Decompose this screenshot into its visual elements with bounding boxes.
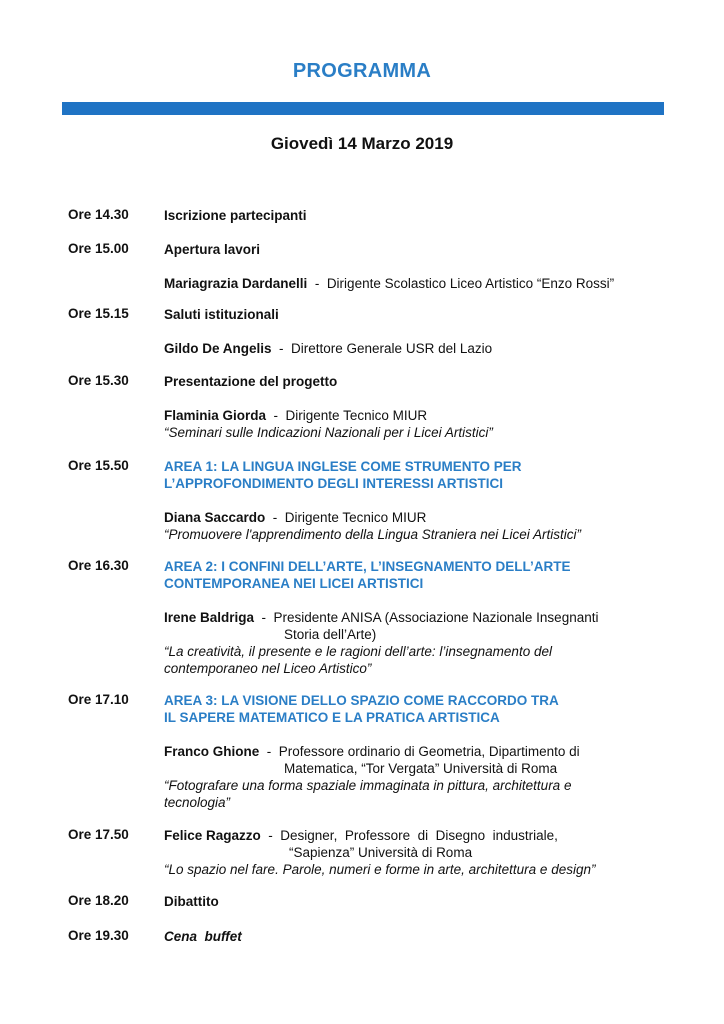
talk-title: “Lo spazio nel fare. Parole, numeri e forme in arte, architettura e design” — [164, 862, 596, 877]
speaker-name: Gildo De Angelis — [164, 341, 272, 356]
area-title-line: IL SAPERE MATEMATICO E LA PRATICA ARTISTICA — [164, 710, 500, 725]
speaker-separator: - — [265, 510, 285, 525]
speaker — [164, 407, 664, 424]
speaker-role-continued: “Sapienza” Università di Roma — [289, 845, 473, 860]
speaker-separator: - — [254, 610, 274, 625]
agenda-label: Apertura lavori — [164, 242, 261, 257]
speaker — [164, 509, 664, 526]
talk-title: “Promuovere l'apprendimento della Lingua Straniera nei Licei Artistici” — [164, 527, 582, 542]
speaker — [164, 275, 664, 292]
speaker-name: Mariagrazia Dardanelli — [164, 276, 308, 291]
talk-title: “La creatività, il presente e le ragioni dell’arte: l’insegnamento del — [164, 644, 552, 659]
agenda-time: Ore 15.15 — [68, 306, 129, 321]
area-title-line: CONTEMPORANEA NEI LICEI ARTISTICI — [164, 576, 424, 591]
speaker-role-continued: Storia dell’Arte) — [284, 627, 377, 642]
agenda-label: Iscrizione partecipanti — [164, 208, 307, 223]
agenda-content — [164, 558, 664, 677]
talk-title: “Seminari sulle Indicazioni Nazionali per i Licei Artistici” — [164, 425, 493, 440]
speaker-separator: - — [260, 828, 281, 843]
speaker-role: Direttore Generale USR del Lazio — [291, 341, 493, 356]
speaker — [164, 340, 664, 357]
area-title-line: AREA 2: I CONFINI DELL’ARTE, L’INSEGNAMENTO DELL’ARTE — [164, 559, 571, 574]
speaker-name: Irene Baldriga — [164, 610, 255, 625]
speaker — [164, 609, 664, 626]
area-title-line: AREA 1: LA LINGUA INGLESE COME STRUMENTO PER — [164, 459, 522, 474]
speaker-role: Dirigente Tecnico MIUR — [285, 408, 428, 423]
speaker — [164, 743, 664, 760]
area-title-line: L’APPROFONDIMENTO DEGLI INTERESSI ARTISTICI — [164, 476, 504, 491]
speaker-role: Dirigente Scolastico Liceo Artistico “Enzo Rossi” — [326, 276, 615, 291]
speaker — [164, 827, 664, 844]
agenda-time: Ore 17.10 — [68, 692, 129, 707]
agenda-content — [164, 373, 664, 441]
talk-title: “Fotografare una forma spaziale immaginata in pittura, architettura e — [164, 778, 572, 793]
talk-title-continued: contemporaneo nel Liceo Artistico” — [164, 661, 372, 676]
agenda-content — [164, 458, 664, 543]
agenda-content — [164, 306, 664, 357]
speaker-role: Professore ordinario di Geometria, Dipartimento di — [278, 744, 580, 759]
agenda-time: Ore 16.30 — [68, 558, 129, 573]
agenda-content — [164, 893, 664, 910]
agenda-content — [164, 827, 664, 878]
speaker-name: Diana Saccardo — [164, 510, 266, 525]
agenda-time: Ore 14.30 — [68, 207, 129, 222]
agenda-time: Ore 19.30 — [68, 928, 129, 943]
speaker-name: Flaminia Giorda — [164, 408, 267, 423]
agenda-time: Ore 15.00 — [68, 241, 129, 256]
agenda-time: Ore 15.50 — [68, 458, 129, 473]
event-date: Giovedì 14 Marzo 2019 — [270, 134, 454, 153]
speaker-role: Designer, Professore di Disegno industriale, — [280, 828, 558, 843]
speaker-name: Felice Ragazzo — [164, 828, 261, 843]
agenda-content — [164, 207, 664, 224]
speaker-separator: - — [259, 744, 279, 759]
agenda-label: Presentazione del progetto — [164, 374, 338, 389]
agenda-time: Ore 15.30 — [68, 373, 129, 388]
speaker-name: Franco Ghione — [164, 744, 260, 759]
speaker-separator: - — [266, 408, 286, 423]
agenda-label: Dibattito — [164, 894, 219, 909]
speaker-separator: - — [307, 276, 327, 291]
agenda-content — [164, 928, 664, 945]
agenda-time: Ore 17.50 — [68, 827, 129, 842]
speaker-role: Presidente ANISA (Associazione Nazionale Insegnanti — [273, 610, 599, 625]
agenda-content — [164, 692, 664, 811]
speaker-role-continued: Matematica, “Tor Vergata” Università di Roma — [284, 761, 558, 776]
agenda-time: Ore 18.20 — [68, 893, 129, 908]
agenda-content — [164, 241, 664, 292]
talk-title-continued: tecnologia” — [164, 795, 231, 810]
page-title: PROGRAMMA — [292, 60, 432, 82]
speaker-separator: - — [271, 341, 292, 356]
title-divider-bar — [62, 102, 664, 115]
agenda-label: Saluti istituzionali — [164, 307, 279, 322]
area-title-line: AREA 3: LA VISIONE DELLO SPAZIO COME RACCORDO TRA — [164, 693, 559, 708]
speaker-role: Dirigente Tecnico MIUR — [284, 510, 427, 525]
agenda-label: Cena buffet — [164, 929, 242, 944]
